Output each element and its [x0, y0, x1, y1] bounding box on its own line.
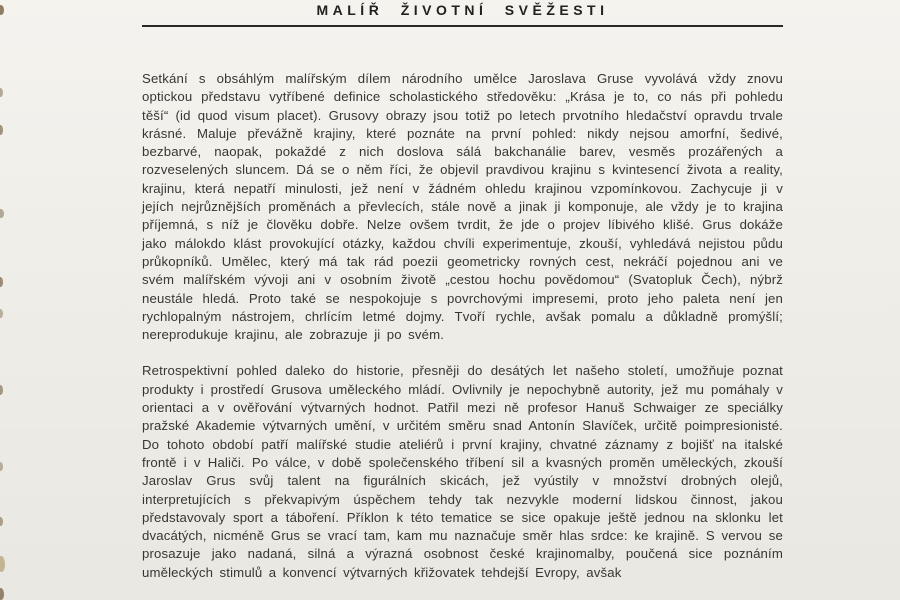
- title-rule: [142, 25, 783, 27]
- scan-artifact-mark: [0, 517, 3, 526]
- scan-artifact-mark: [0, 277, 3, 287]
- scan-artifact-mark: [0, 5, 4, 15]
- scan-artifact-mark: [0, 309, 3, 318]
- paragraph: Retrospektivní pohled daleko do historie, přesněji do desátých let našeho století, umožňuje poznat produkty i prostředí Grusova uměleckého mládí. Ovlivnily je nepochybně autority, jež mu pomáhaly v orientaci a v ověřování výtvarných hodnot. Patřil mezi ně profesor Hanuš Schwaiger ze speciálky pražské Akademie výtvarných umění, v určitém směru snad Antonín Slavíček, určitě poimpresionisté. Do tohoto období patří malířské studie ateliérů i první krajiny, chvatné záznamy z bojišť na italské frontě i v Haliči. Po válce, v době společenského tříbení sil a kvasných proměn uměleckých, zkouší Jaroslav Grus svůj talent na figurálních skicách, jež vyústily v množství drobných olejů, interpretujících s překvapivým úspěchem tehdy tak nezvykle moderní lidskou činnost, jakou představovaly sport a táboření. Příklon k této tematice se sice opakuje ještě jednou na sklonku let dvacátých, nicméně Grus se vrací tam, kam mu naznačuje směr hlas srdce: ke krajině. S vervou se prosazuje jako nadaná, silná a výrazná osobnost české krajinomalby, poučená sice poznáním uměleckých stimulů a konvencí výtvarných křižovatek tehdejší Evropy, avšak: [142, 363, 783, 580]
- paragraph: Setkání s obsáhlým malířským dílem národního umělce Jaroslava Gruse vyvolává vždy znovu optickou představu vytříbené definice scholastického středověku: „Krása je to, co nás při pohledu těší“ (id quod visum placet). Grusovy obrazy jsou totiž po letech prvotního hledačství opravdu trvale krásné. Maluje převážně krajiny, které poznáte na první pohled: nikdy nejsou amorfní, šedivé, bezbarvé, naopak, pokaždé z nich doslova sálá bakchanálie barev, vesměs prozářených a rozveselených sluncem. Dá se o něm říci, že objevil pravdivou krajinu s kvintesencí života a reality, krajinu, která nepatří minulosti, jež není v žádném ohledu krajinou vzpomínkovou. Zachycuje ji v jejích nejrůznějších proměnách a převlecích, stále nově a jinak ji komponuje, ale vždy je to krajina příjemná, s níž je člověku dobře. Nelze ovšem tvrdit, že jde o projev líbivého klišé. Grus dokáže jako málokdo klást provokující otázky, každou chvíli experimentuje, zkouší, vyhledává nejistou půdu průkopníků. Umělec, který má tak rád poezii geometricky rovných cest, nekráčí pojednou ani ve svém malířském vývoji ani v osobním životě „cestou hochu povědomou“ (Svatopluk Čech), nýbrž neustále hledá. Proto také se nespokojuje s povrchovými impresemi, proto jeho paleta není jen rychlopalným nástrojem, chrlícím letmé dojmy. Tvoří rychle, avšak pomalu a důkladně promýšlí; nereprodukuje krajinu, ale zobrazuje ji po svém.: [142, 71, 783, 343]
- page-title: MALÍŘ ŽIVOTNÍ SVĚŽESTI: [316, 2, 609, 18]
- scan-artifact-mark: [0, 88, 3, 97]
- scan-artifact-mark: [0, 125, 3, 135]
- scan-artifact-mark: [0, 462, 3, 471]
- article-body: [142, 70, 783, 600]
- scan-artifact-mark: [0, 209, 4, 218]
- scan-artifact-mark: [0, 556, 5, 572]
- scan-artifact-mark: [0, 588, 4, 600]
- scan-artifact-mark: [0, 385, 3, 395]
